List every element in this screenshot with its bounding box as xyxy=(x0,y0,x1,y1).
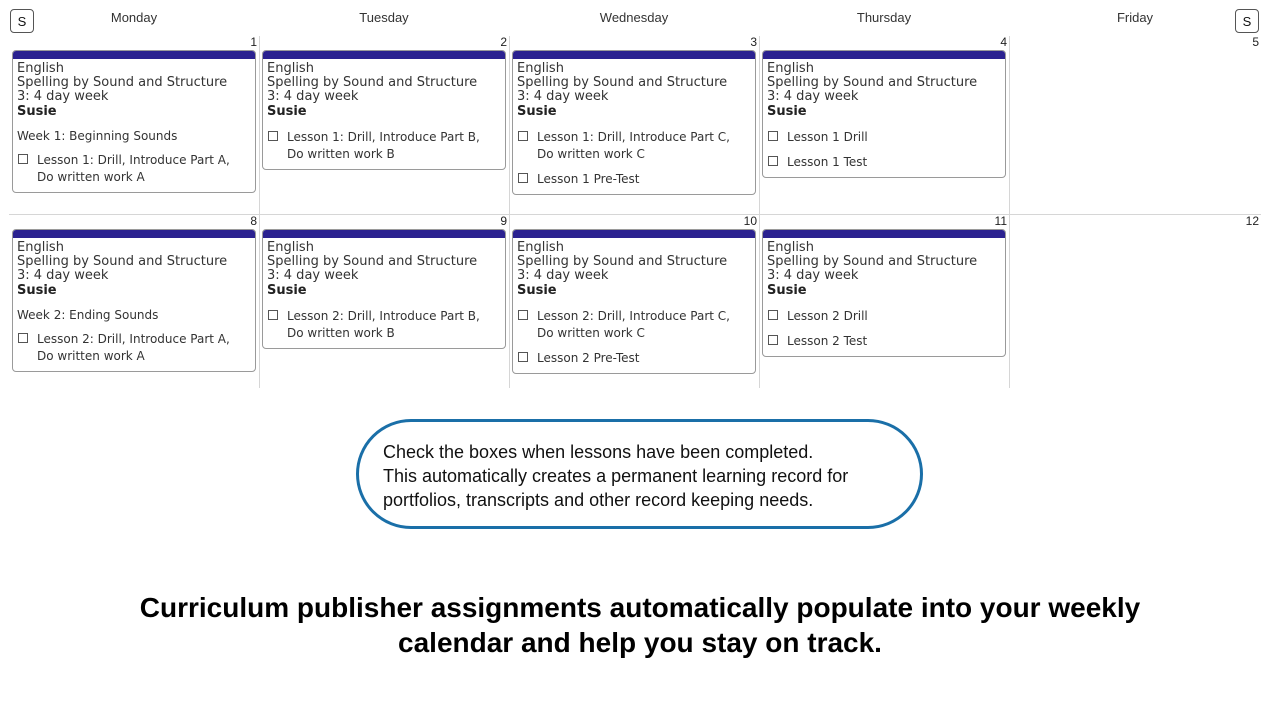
lesson-task xyxy=(517,350,751,367)
subject-label: English xyxy=(517,240,564,255)
headline-line: calendar and help you stay on track. xyxy=(398,627,882,658)
day-header-monday: Monday xyxy=(110,10,158,25)
lesson-task xyxy=(517,171,751,188)
card-color-bar xyxy=(513,51,755,59)
day-header-thursday: Thursday xyxy=(856,10,912,25)
card-color-bar xyxy=(763,230,1005,238)
date-number: 9 xyxy=(500,214,507,228)
lesson-label: Lesson 1: Drill, Introduce Part A, Do written work A xyxy=(37,153,230,184)
course-title: Spelling by Sound and Structure xyxy=(767,75,978,90)
student-name: Susie xyxy=(17,104,57,119)
lesson-checkbox[interactable] xyxy=(768,156,778,166)
student-name: Susie xyxy=(267,104,307,119)
next-week-button[interactable]: S xyxy=(1235,9,1259,33)
lesson-label: Lesson 1 Drill xyxy=(787,130,868,144)
schedule-label: 3: 4 day week xyxy=(517,89,609,104)
callout-line: This automatically creates a permanent learning record for xyxy=(383,466,849,486)
course-title: Spelling by Sound and Structure xyxy=(267,254,478,269)
student-name: Susie xyxy=(517,104,557,119)
assignment-card[interactable] xyxy=(262,50,506,170)
lesson-checkbox[interactable] xyxy=(768,310,778,320)
student-name: Susie xyxy=(767,104,807,119)
lesson-checkbox[interactable] xyxy=(518,131,528,141)
lesson-checkbox[interactable] xyxy=(268,131,278,141)
card-color-bar xyxy=(263,230,505,238)
marketing-headline xyxy=(40,590,1240,660)
lesson-checkbox[interactable] xyxy=(18,333,28,343)
assignment-card[interactable] xyxy=(512,50,756,195)
course-title: Spelling by Sound and Structure xyxy=(517,75,728,90)
card-color-bar xyxy=(13,230,255,238)
subject-label: English xyxy=(767,240,814,255)
subject-label: English xyxy=(767,61,814,76)
assignment-card[interactable] xyxy=(762,229,1006,357)
lesson-label: Lesson 1: Drill, Introduce Part B, Do written work B xyxy=(287,130,480,161)
lesson-task xyxy=(267,308,501,342)
assignment-card[interactable] xyxy=(12,229,256,372)
card-color-bar xyxy=(513,230,755,238)
day-header-wednesday: Wednesday xyxy=(599,10,669,25)
date-number: 3 xyxy=(750,35,757,49)
assignment-card[interactable] xyxy=(512,229,756,374)
lesson-task xyxy=(17,152,251,186)
date-number: 5 xyxy=(1252,35,1259,49)
callout-line: Check the boxes when lessons have been completed. xyxy=(383,442,814,462)
headline-line: Curriculum publisher assignments automatically populate into your weekly xyxy=(139,592,1141,623)
card-color-bar xyxy=(13,51,255,59)
lesson-task xyxy=(267,129,501,163)
schedule-label: 3: 4 day week xyxy=(267,89,359,104)
student-name: Susie xyxy=(767,283,807,298)
subject-label: English xyxy=(17,61,64,76)
course-title: Spelling by Sound and Structure xyxy=(767,254,978,269)
lesson-label: Lesson 2 Drill xyxy=(787,309,868,323)
date-number: 1 xyxy=(250,35,257,49)
lesson-label: Lesson 1 Test xyxy=(787,155,868,169)
date-number: 8 xyxy=(250,214,257,228)
lesson-checkbox[interactable] xyxy=(268,310,278,320)
info-callout xyxy=(356,419,923,529)
student-name: Susie xyxy=(267,283,307,298)
course-title: Spelling by Sound and Structure xyxy=(517,254,728,269)
grid-divider xyxy=(509,36,510,388)
date-number: 12 xyxy=(1245,214,1259,228)
week-divider xyxy=(9,214,1261,215)
grid-divider xyxy=(1009,36,1010,388)
lesson-checkbox[interactable] xyxy=(768,335,778,345)
day-header-friday: Friday xyxy=(1116,10,1154,25)
card-color-bar xyxy=(763,51,1005,59)
student-name: Susie xyxy=(517,283,557,298)
lesson-task xyxy=(767,308,1001,325)
assignment-card[interactable] xyxy=(262,229,506,349)
subject-label: English xyxy=(17,240,64,255)
lesson-label: Lesson 2: Drill, Introduce Part C, Do written work C xyxy=(537,309,730,340)
lesson-checkbox[interactable] xyxy=(518,310,528,320)
lesson-label: Lesson 2: Drill, Introduce Part A, Do written work A xyxy=(37,332,230,363)
subject-label: English xyxy=(517,61,564,76)
grid-divider xyxy=(259,36,260,388)
card-color-bar xyxy=(263,51,505,59)
subject-label: English xyxy=(267,61,314,76)
lesson-label: Lesson 2 Pre-Test xyxy=(537,351,640,365)
lesson-task xyxy=(767,333,1001,350)
lesson-task xyxy=(517,308,751,342)
lesson-label: Lesson 1: Drill, Introduce Part C, Do written work C xyxy=(537,130,730,161)
schedule-label: 3: 4 day week xyxy=(17,89,109,104)
schedule-label: 3: 4 day week xyxy=(517,268,609,283)
schedule-label: 3: 4 day week xyxy=(267,268,359,283)
lesson-label: Lesson 2 Test xyxy=(787,334,868,348)
grid-divider xyxy=(759,36,760,388)
day-header-tuesday: Tuesday xyxy=(359,10,409,25)
course-title: Spelling by Sound and Structure xyxy=(17,254,228,269)
schedule-label: 3: 4 day week xyxy=(767,89,859,104)
lesson-label: Lesson 1 Pre-Test xyxy=(537,172,640,186)
course-title: Spelling by Sound and Structure xyxy=(267,75,478,90)
lesson-task xyxy=(517,129,751,163)
course-title: Spelling by Sound and Structure xyxy=(17,75,228,90)
lesson-task xyxy=(767,129,1001,146)
assignment-card[interactable] xyxy=(762,50,1006,178)
lesson-task xyxy=(767,154,1001,171)
week-note: Week 2: Ending Sounds xyxy=(17,308,159,322)
date-number: 2 xyxy=(500,35,507,49)
lesson-label: Lesson 2: Drill, Introduce Part B, Do written work B xyxy=(287,309,480,340)
lesson-checkbox[interactable] xyxy=(18,154,28,164)
date-number: 11 xyxy=(994,214,1007,228)
prev-week-button[interactable]: S xyxy=(10,9,34,33)
date-number: 10 xyxy=(743,214,757,228)
lesson-task xyxy=(17,331,251,365)
date-number: 4 xyxy=(1000,35,1007,49)
lesson-checkbox[interactable] xyxy=(518,173,528,183)
assignment-card[interactable] xyxy=(12,50,256,193)
callout-line: portfolios, transcripts and other record keeping needs. xyxy=(383,490,814,510)
schedule-label: 3: 4 day week xyxy=(17,268,109,283)
subject-label: English xyxy=(267,240,314,255)
schedule-label: 3: 4 day week xyxy=(767,268,859,283)
lesson-checkbox[interactable] xyxy=(768,131,778,141)
lesson-checkbox[interactable] xyxy=(518,352,528,362)
student-name: Susie xyxy=(17,283,57,298)
week-note: Week 1: Beginning Sounds xyxy=(17,129,178,143)
